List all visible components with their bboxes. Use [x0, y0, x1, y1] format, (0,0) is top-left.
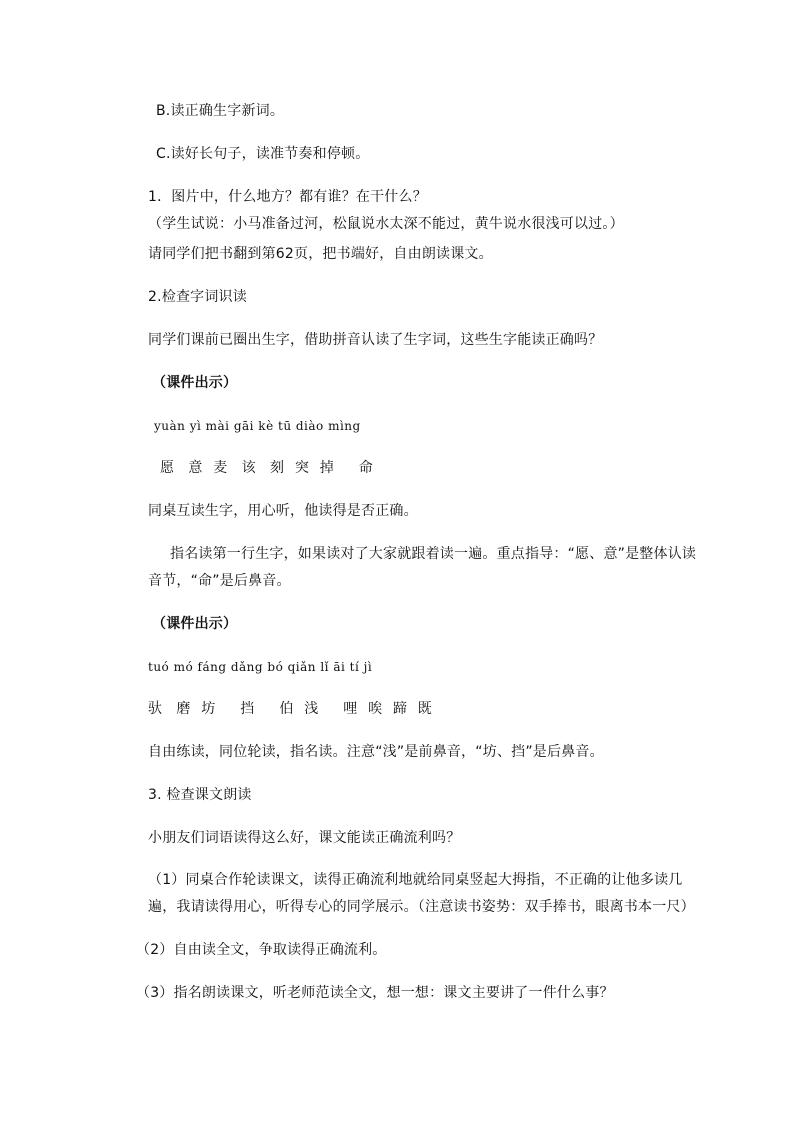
- section-heading-word-check: 2.检查字词识读: [148, 289, 247, 305]
- text-line-step-1a: （1）同桌合作轮读课文，读得正确流利地就给同桌竖起大拇指，不正确的让他多读几: [148, 872, 683, 888]
- pinyin-row-2: tuó mó fáng dǎng bó qiǎn lǐ āi tí jì: [148, 660, 373, 674]
- text-line-objective-b: B.读正确生字新词。: [156, 103, 285, 119]
- text-line-practice: 自由练读，同位轮读，指名读。注意“浅”是前鼻音，“坊、挡”是后鼻音。: [148, 744, 604, 760]
- text-line-word-question: 同学们课前已圈出生字，借助拼音认读了生字词，这些生字能读正确吗？: [148, 332, 603, 348]
- text-line-objective-c: C.读好长句子，读准节奏和停顿。: [156, 146, 370, 162]
- courseware-label-2: （课件出示）: [152, 616, 238, 632]
- text-line-fluency-question: 小朋友们词语读得这么好，课文能读正确流利吗？: [148, 830, 461, 846]
- text-line-question-1: 1．图片中，什么地方？都有谁？在干什么？: [148, 189, 427, 205]
- character-row-2: 驮 磨 坊 挡 伯 浅 哩 唉 蹄 既: [148, 701, 433, 717]
- text-line-step-1b: 遍，我请读得用心，听得专心的同学展示。（注意读书姿势：双手捧书，眼离书本一尺）: [148, 899, 695, 915]
- courseware-label-1: （课件出示）: [152, 375, 238, 391]
- text-line-peer-reading: 同桌互读生字，用心听，他读得是否正确。: [148, 503, 418, 519]
- pinyin-row-1: yuàn yì mài gāi kè tū diào mìng: [154, 419, 361, 433]
- text-line-open-book: 请同学们把书翻到第62页，把书端好，自由朗读课文。: [148, 246, 493, 262]
- text-line-guidance-1: 指名读第一行生字，如果读对了大家就跟着读一遍。重点指导：“愿、意”是整体认读: [170, 546, 697, 562]
- text-line-step-3: （3）指名朗读课文，听老师范读全文，想一想：课文主要讲了一件什么事？: [136, 985, 614, 1001]
- text-line-step-2: （2）自由读全文，争取读得正确流利。: [136, 942, 387, 958]
- text-line-guidance-2: 音节，“命”是后鼻音。: [148, 573, 291, 589]
- section-heading-text-check: 3. 检查课文朗读: [148, 787, 252, 803]
- character-row-1: 愿 意 麦 该 刻 突 掉 命: [160, 460, 373, 476]
- text-line-student-answer: （学生试说：小马准备过河，松鼠说水太深不能过，黄牛说水很浅可以过。）: [148, 216, 624, 232]
